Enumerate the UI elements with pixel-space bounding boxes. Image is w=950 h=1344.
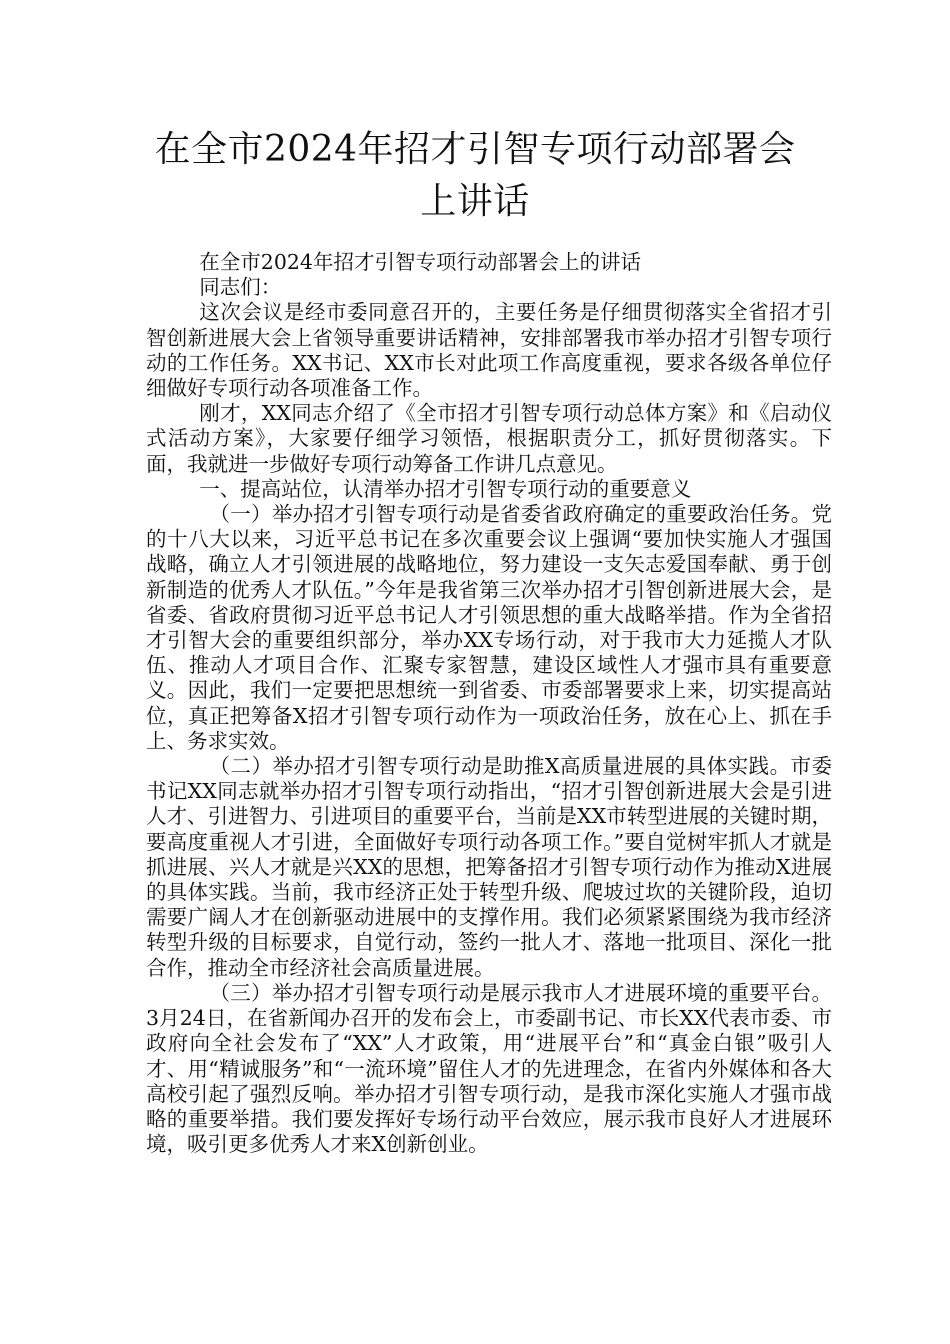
paragraph: （三）举办招才引智专项行动是展示我市人才进展环境的重要平台。3月24日，在省新闻办召开的发布会上，市委副书记、市长XX代表市委、市政府向全社会发布了“XX”人才政策，用“进展平台”和“真金白银”吸引人才、用“精诚服务”和“一流环境”留住人才的先进理念，在省内外媒体和各大高校引起了强烈反响。举办招才引智专项行动，是我市深化实施人才强市战略的重要举措。我们要发挥好专场行动平台效应，展示我市良好人才进展环境，吸引更多优秀人才来X创新创业。 (146, 980, 832, 1157)
document-title: 在全市2024年招才引智专项行动部署会上讲话 (154, 129, 796, 222)
document-subtitle: 在全市2024年招才引智专项行动部署会上的讲话 (199, 250, 641, 274)
paragraph: 刚才，XX同志介绍了《全市招才引智专项行动总体方案》和《启动仪式活动方案》，大家要仔细学习领悟，根据职责分工，抓好贯彻落实。下面，我就进一步做好专项行动筹备工作讲几点意见。 (146, 401, 832, 476)
paragraph: 这次会议是经市委同意召开的，主要任务是仔细贯彻落实全省招才引智创新进展大会上省领导重要讲话精神，安排部署我市举办招才引智专项行动的工作任务。XX书记、XX市长对此项工作高度重视，要求各级各单位仔细做好专项行动各项准备工作。 (146, 300, 832, 401)
salutation: 同志们： (199, 275, 282, 300)
document-body (146, 250, 832, 1157)
section-heading: 一、提高站位，认清举办招才引智专项行动的重要意义 (199, 476, 692, 501)
paragraph: （一）举办招才引智专项行动是省委省政府确定的重要政治任务。党的十八大以来，习近平总书记在多次重要会议上强调“要加快实施人才强国战略，确立人才引领进展的战略地位，努力建设一支矢志爱国奉献、勇于创新制造的优秀人才队伍。”今年是我省第三次举办招才引智创新进展大会，是省委、省政府贯彻习近平总书记人才引领思想的重大战略举措。作为全省招才引智大会的重要组织部分，举办XX专场行动，对于我市大力延揽人才队伍、推动人才项目合作、汇聚专家智慧，建设区域性人才强市具有重要意义。因此，我们一定要把思想统一到省委、市委部署要求上来，切实提高站位，真正把筹备X招才引智专项行动作为一项政治任务，放在心上、抓在手上、务求实效。 (146, 502, 832, 753)
paragraph: （二）举办招才引智专项行动是助推X高质量进展的具体实践。市委书记XX同志就举办招才引智专项行动指出，“招才引智创新进展大会是引进人才、引进智力、引进项目的重要平台，当前是XX市转型进展的关键时期，要高度重视人才引进，全面做好专项行动各项工作。”要自觉树牢抓人才就是抓进展、兴人才就是兴XX的思想，把筹备招才引智专项行动作为推动X进展的具体实践。当前，我市经济正处于转型升级、爬坡过坎的关键阶段，迫切需要广阔人才在创新驱动进展中的支撑作用。我们必须紧紧围绕为我市经济转型升级的目标要求，自觉行动，签约一批人才、落地一批项目、深化一批合作，推动全市经济社会高质量进展。 (146, 754, 832, 980)
